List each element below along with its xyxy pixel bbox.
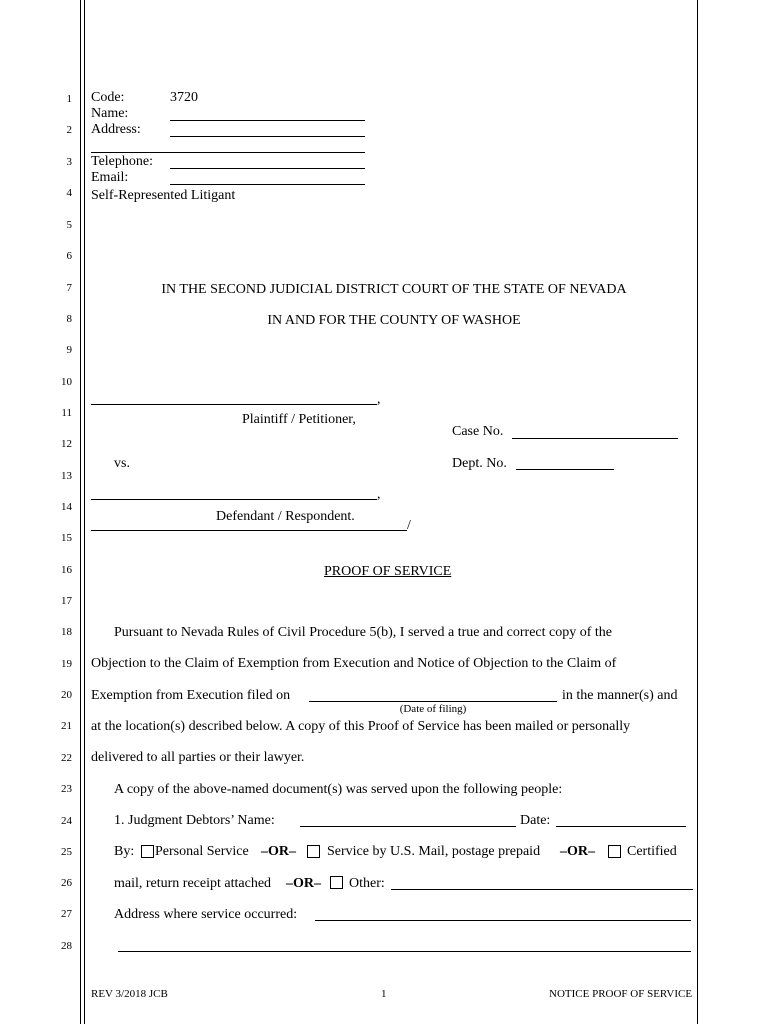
- line-number: 14: [61, 501, 72, 513]
- name-field[interactable]: [170, 120, 365, 121]
- code-value: 3720: [170, 90, 198, 105]
- body-line-22: delivered to all parties or their lawyer.: [91, 750, 305, 765]
- address-field-1[interactable]: [170, 136, 365, 137]
- date-of-filing-hint: (Date of filing): [399, 703, 467, 715]
- service-date-field[interactable]: [556, 826, 686, 827]
- caption-comma: ,: [377, 487, 381, 502]
- line-number: 19: [61, 658, 72, 670]
- left-margin-rule-inner: [84, 0, 85, 1024]
- body-line-20a: Exemption from Execution filed on: [91, 688, 291, 703]
- certified-label: Certified: [627, 844, 677, 859]
- address-label: Address:: [91, 122, 141, 137]
- case-no-label: Case No.: [452, 424, 504, 439]
- line-number: 10: [61, 376, 72, 388]
- email-label: Email:: [91, 170, 129, 185]
- caption-comma: ,: [377, 392, 381, 407]
- line-number: 3: [66, 156, 72, 168]
- mail-service-label: Service by U.S. Mail, postage prepaid: [327, 844, 541, 859]
- court-title-line1: IN THE SECOND JUDICIAL DISTRICT COURT OF THE STATE OF NEVADA: [161, 282, 627, 297]
- line-number: 21: [61, 720, 72, 732]
- defendant-field[interactable]: [91, 499, 377, 500]
- code-label: Code:: [91, 90, 125, 105]
- line-number: 8: [66, 313, 72, 325]
- body-line-21: at the location(s) described below. A copy of this Proof of Service has been mailed or personally: [91, 719, 631, 734]
- other-label: Other:: [349, 876, 385, 891]
- line-number: 7: [66, 282, 72, 294]
- line-number: 4: [66, 187, 72, 199]
- line-number: 28: [61, 940, 72, 952]
- line-number: 1: [66, 93, 72, 105]
- by-label: By:: [114, 844, 135, 859]
- other-checkbox[interactable]: [330, 876, 343, 889]
- line-number: 2: [66, 124, 72, 136]
- name-label: Name:: [91, 106, 129, 121]
- line-number: 25: [61, 846, 72, 858]
- line-number: 23: [61, 783, 72, 795]
- telephone-label: Telephone:: [91, 154, 153, 169]
- line-number: 9: [66, 344, 72, 356]
- or-separator: –OR–: [261, 844, 296, 859]
- telephone-field[interactable]: [170, 168, 365, 169]
- line-number: 12: [61, 438, 72, 450]
- line-number: 17: [61, 595, 72, 607]
- line-number: 24: [61, 815, 72, 827]
- line-number: 16: [61, 564, 72, 576]
- litigant-label: Self-Represented Litigant: [91, 188, 236, 203]
- address-field-2[interactable]: [91, 152, 365, 153]
- dept-no-label: Dept. No.: [452, 456, 507, 471]
- document-title: PROOF OF SERVICE: [324, 564, 452, 579]
- caption-bottom-rule: [91, 530, 407, 531]
- defendant-label: Defendant / Respondent.: [216, 509, 355, 524]
- mail-service-checkbox[interactable]: [307, 845, 320, 858]
- service-date-label: Date:: [520, 813, 551, 828]
- service-address-label: Address where service occurred:: [114, 907, 298, 922]
- line-number: 26: [61, 877, 72, 889]
- certified-mail-checkbox[interactable]: [608, 845, 621, 858]
- line-number: 27: [61, 908, 72, 920]
- plaintiff-field[interactable]: [91, 404, 377, 405]
- date-of-filing-field[interactable]: [309, 701, 557, 702]
- body-line-20b: in the manner(s) and: [562, 688, 678, 703]
- line-number: 20: [61, 689, 72, 701]
- vs-label: vs.: [114, 456, 130, 471]
- body-line-19: Objection to the Claim of Exemption from Execution and Notice of Objection to the Claim of: [91, 656, 617, 671]
- footer-page-number: 1: [381, 988, 387, 1000]
- footer-document-name: NOTICE PROOF OF SERVICE: [549, 988, 693, 1000]
- service-address-field-1[interactable]: [315, 920, 691, 921]
- email-field[interactable]: [170, 184, 365, 185]
- line-number: 11: [61, 407, 72, 419]
- court-title-line2: IN AND FOR THE COUNTY OF WASHOE: [267, 313, 521, 328]
- line-number: 13: [61, 470, 72, 482]
- personal-service-checkbox[interactable]: [141, 845, 154, 858]
- case-no-field[interactable]: [512, 438, 678, 439]
- left-margin-rule-outer: [80, 0, 81, 1024]
- other-field[interactable]: [391, 889, 693, 890]
- service-address-field-2[interactable]: [118, 951, 691, 952]
- line-number: 6: [66, 250, 72, 262]
- line-number: 5: [66, 219, 72, 231]
- or-separator: –OR–: [560, 844, 595, 859]
- line-number: 22: [61, 752, 72, 764]
- dept-no-field[interactable]: [516, 469, 614, 470]
- line-number: 15: [61, 532, 72, 544]
- body-line-18: Pursuant to Nevada Rules of Civil Procedure 5(b), I served a true and correct copy of the: [114, 625, 613, 640]
- right-margin-rule: [697, 0, 698, 1024]
- or-separator: –OR–: [286, 876, 321, 891]
- judgment-debtors-name-label: 1. Judgment Debtors’ Name:: [114, 813, 275, 828]
- footer-revision: REV 3/2018 JCB: [91, 988, 168, 1000]
- personal-service-label: Personal Service: [155, 844, 249, 859]
- caption-slash: /: [407, 518, 411, 533]
- line-number: 18: [61, 626, 72, 638]
- body-line-23: A copy of the above-named document(s) was served upon the following people:: [114, 782, 563, 797]
- plaintiff-label: Plaintiff / Petitioner,: [242, 412, 356, 427]
- judgment-debtors-name-field[interactable]: [300, 826, 516, 827]
- certified-mail-cont-label: mail, return receipt attached: [114, 876, 272, 891]
